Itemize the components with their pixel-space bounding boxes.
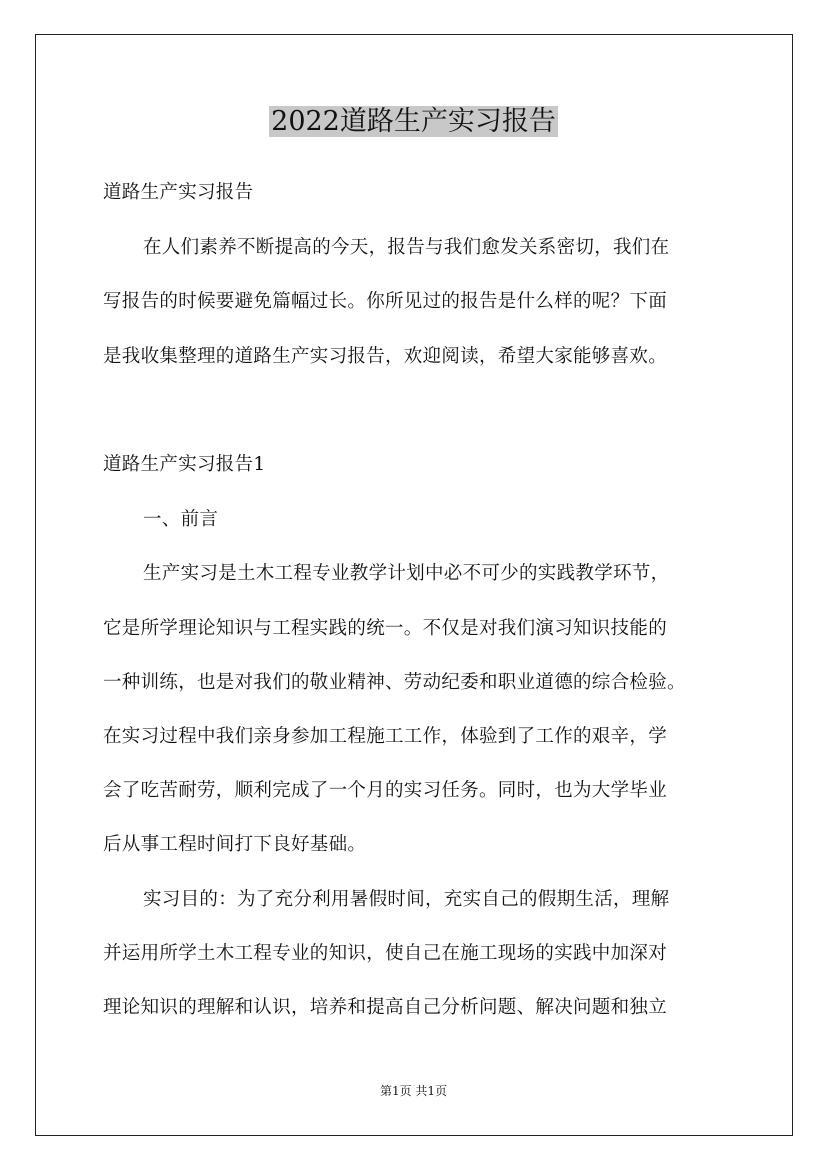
document-title — [0, 102, 827, 142]
paragraph-line: 并运用所学土木工程专业的知识，使自己在施工现场的实践中加深对 — [103, 943, 668, 964]
paragraph-line: 它是所学理论知识与工程实践的统一。不仅是对我们演习知识技能的 — [103, 618, 668, 639]
intro-line: 在人们素养不断提高的今天，报告与我们愈发关系密切，我们在 — [143, 237, 670, 258]
paragraph-line: 实习目的：为了充分利用暑假时间，充实自己的假期生活，理解 — [143, 889, 670, 910]
paragraph-line: 会了吃苦耐劳，顺利完成了一个月的实习任务。同时，也为大学毕业 — [103, 780, 668, 801]
section-heading: 道路生产实习报告1 — [103, 454, 266, 475]
paragraph-line: 生产实习是土木工程专业教学计划中必不可少的实践教学环节， — [143, 563, 670, 584]
intro-line: 是我收集整理的道路生产实习报告，欢迎阅读，希望大家能够喜欢。 — [103, 346, 668, 367]
intro-line: 写报告的时候要避免篇幅过长。你所见过的报告是什么样的呢？下面 — [103, 291, 668, 312]
paragraph-line: 一种训练，也是对我们的敬业精神、劳动纪委和职业道德的综合检验。 — [103, 672, 686, 693]
subsection-heading: 一、前言 — [143, 509, 219, 530]
document-title-text: 2022道路生产实习报告 — [271, 106, 556, 137]
paragraph-line: 理论知识的理解和认识，培养和提高自己分析问题、解决问题和独立 — [103, 997, 668, 1018]
paragraph-line: 在实习过程中我们亲身参加工程施工工作，体验到了工作的艰辛，学 — [103, 726, 668, 747]
paragraph-line: 后从事工程时间打下良好基础。 — [103, 834, 367, 855]
document-subtitle: 道路生产实习报告 — [103, 182, 254, 203]
page-footer: 第1页 共1页 — [379, 1084, 448, 1098]
